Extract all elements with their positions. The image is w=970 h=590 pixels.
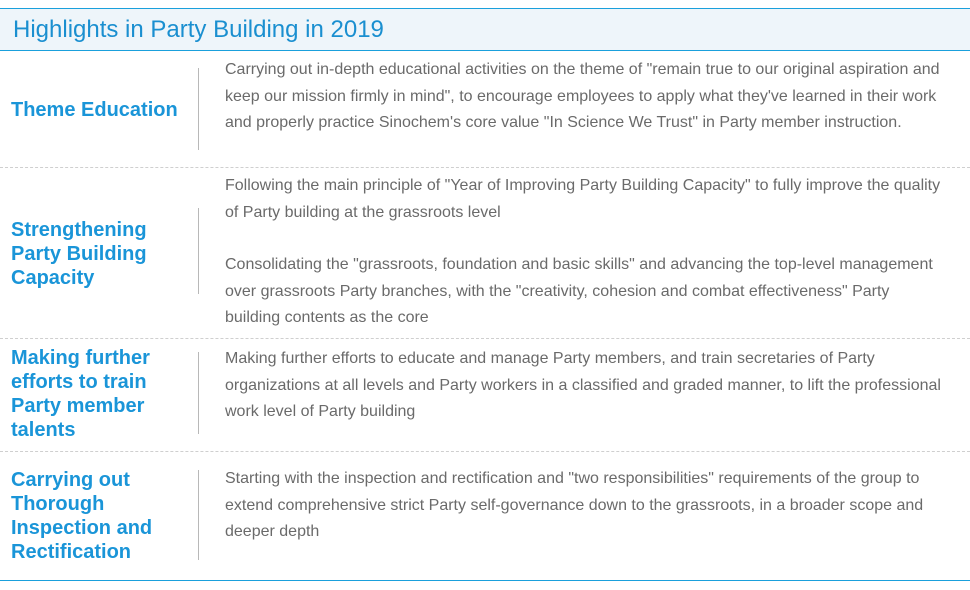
row-separator [0, 338, 970, 339]
row-paragraph: Making further efforts to educate and manage Party members, and train secretaries of Party organizations at all levels and Party workers in a classified and graded manner, to lift the professional work level of Party building [225, 350, 941, 420]
row-label-theme-education: Theme Education [11, 99, 178, 121]
row-text-strengthening-capacity [225, 173, 941, 332]
row-divider [198, 68, 199, 150]
row-label-strengthening-capacity: Strengthening Party Building Capacity [11, 219, 147, 289]
row-label-train-talents: Making further efforts to train Party member talents [11, 347, 150, 441]
row-divider [198, 352, 199, 434]
bottom-rule [0, 580, 970, 581]
page-title: Highlights in Party Building in 2019 [13, 16, 384, 43]
row-paragraph: Consolidating the "grassroots, foundation and basic skills" and advancing the top-level management over grassroots Party branches, with the "creativity, cohesion and combat effectiveness" Party building contents as the core [225, 256, 933, 326]
row-text-train-talents [225, 346, 941, 426]
title-underline [0, 50, 970, 51]
row-divider [198, 208, 199, 294]
row-text-inspection-rectification [225, 466, 941, 546]
row-text-theme-education [225, 57, 941, 137]
row-divider [198, 470, 199, 560]
row-paragraph: Starting with the inspection and rectification and "two responsibilities" requirements of the group to extend comprehensive strict Party self-governance down to the grassroots, in a broader scope and deeper depth [225, 470, 924, 540]
row-paragraph: Carrying out in-depth educational activities on the theme of "remain true to our original aspiration and keep our mission firmly in mind", to encourage employees to apply what they've learned in their work and properly practice Sinochem's core value "In Science We Trust" in Party member instruction. [225, 61, 940, 131]
row-separator [0, 167, 970, 168]
row-separator [0, 451, 970, 452]
row-paragraph: Following the main principle of "Year of Improving Party Building Capacity" to fully improve the quality of Party building at the grassroots level [225, 177, 941, 221]
row-label-inspection-rectification: Carrying out Thorough Inspection and Rectification [11, 469, 153, 563]
